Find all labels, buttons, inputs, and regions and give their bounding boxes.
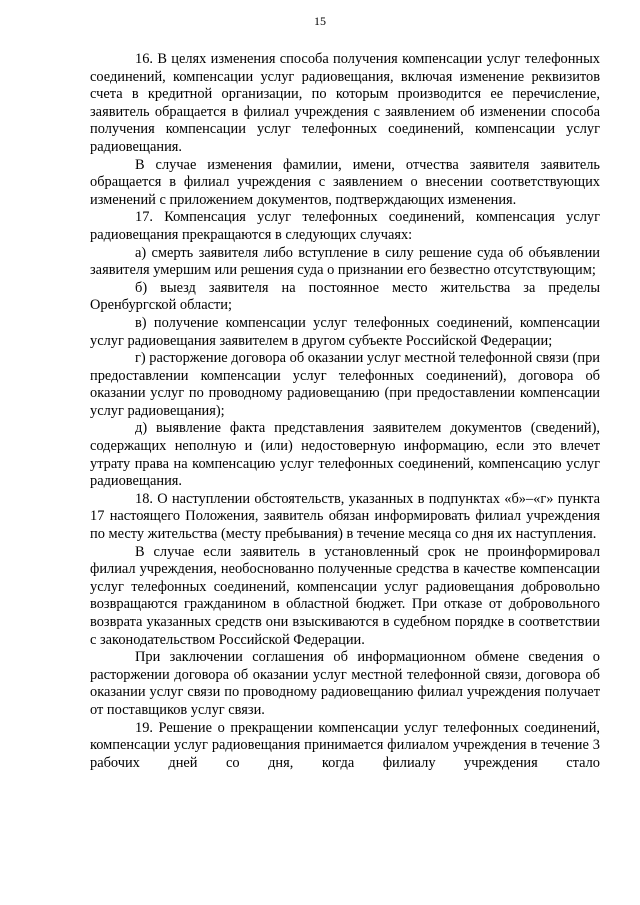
paragraph-17-d: д) выявление факта представления заявителем документов (сведений), содержащих неполную и (или) недостоверную информацию, если это влечет утрату права на компенсацию услуг телефонных соединений, компенсацию услуг радиовещания. <box>90 420 600 490</box>
paragraph-17: 17. Компенсация услуг телефонных соединений, компенсация услуг радиовещания прекращаются в следующих случаях: <box>90 209 600 243</box>
paragraph-name-change: В случае изменения фамилии, имени, отчества заявителя заявитель обращается в филиал учреждения с заявлением о внесении соответствующих изменений с приложением документов, подтверждающих изменения. <box>90 156 600 208</box>
document-body <box>90 51 600 772</box>
paragraph-info-exchange: При заключении соглашения об информационном обмене сведения о расторжении договора об оказании услуг местной телефонной связи, договора об оказании услуг связи по проводному радиовещанию филиал учреждения получает от поставщиков услуг связи. <box>90 649 600 718</box>
paragraph-refund: В случае если заявитель в установленный срок не проинформировал филиал учреждения, необоснованно полученные средства в качестве компенсации услуг телефонных соединений, компенсации услуг радиовещания добровольно возвращаются гражданином в областной бюджет. При отказе от добровольного возврата указанных средств они взыскиваются в судебном порядке в соответствии с законодательством Российской Федерации. <box>90 543 600 648</box>
page-number: 15 <box>314 14 326 28</box>
paragraph-19: 19. Решение о прекращении компенсации услуг телефонных соединений, компенсации услуг радиовещания принимается филиалом учреждения в течение 3 рабочих дней со дня, когда филиалу учреждения стало <box>90 719 600 771</box>
paragraph-17-b: б) выезд заявителя на постоянное место жительства за пределы Оренбургской области; <box>90 279 600 314</box>
paragraph-17-v: в) получение компенсации услуг телефонных соединений, компенсации услуг радиовещания заявителем в другом субъекте Российской Федерации; <box>90 314 600 349</box>
paragraph-16: 16. В целях изменения способа получения компенсации услуг телефонных соединений, компенсации услуг радиовещания, включая изменение реквизитов счета в кредитной организации, по которым производится ее перечисление, заявитель обращается в филиал учреждения с заявлением об изменении способа получения компенсации услуг телефонных соединений, компенсации услуг радиовещания. <box>90 51 600 155</box>
paragraph-17-a: а) смерть заявителя либо вступление в силу решение суда об объявлении заявителя умершим или решения суда о признании его безвестно отсутствующим; <box>90 244 600 279</box>
paragraph-18: 18. О наступлении обстоятельств, указанных в подпунктах «б»–«г» пункта 17 настоящего Положения, заявитель обязан информировать филиал учреждения по месту жительства (месту пребывания) в течение месяца со дня их наступления. <box>90 490 600 543</box>
paragraph-17-g: г) расторжение договора об оказании услуг местной телефонной связи (при предоставлении компенсации услуг телефонных соединений), договора об оказании услуг по проводному радиовещанию (при предоставлении компенсации услуг радиовещания); <box>90 350 600 419</box>
